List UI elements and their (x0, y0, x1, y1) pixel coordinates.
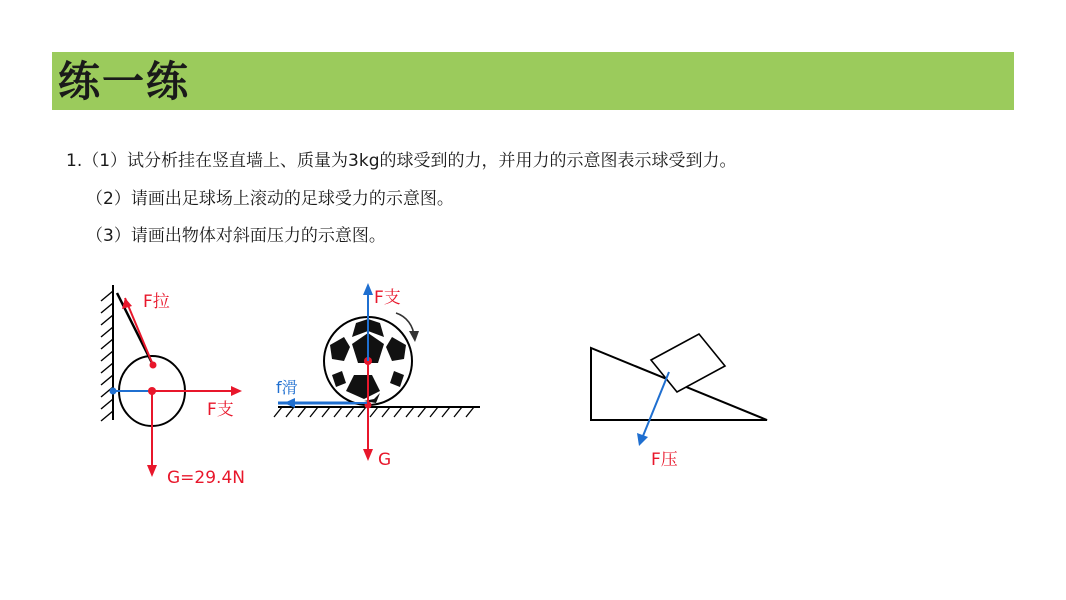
figure-rolling-soccer-ball (268, 265, 528, 495)
pressure-force-arrow (637, 372, 669, 446)
block-shape (651, 334, 725, 392)
ground-hatching (274, 407, 474, 417)
gravity-force-arrow (147, 391, 157, 477)
label-friction-force: f滑 (276, 378, 298, 397)
wall-hatching (101, 291, 113, 421)
title-banner (52, 52, 1014, 110)
question-line-3: （3）请画出物体对斜面压力的示意图。 (86, 226, 386, 246)
page-title: 练一练 (58, 57, 191, 106)
incline-diagram (575, 290, 825, 490)
label-gravity-force: G (378, 450, 392, 470)
question-line-2: （2）请画出足球场上滚动的足球受力的示意图。 (86, 189, 454, 209)
label-gravity-force: G=29.4N (167, 468, 245, 488)
label-support-force: F支 (207, 400, 234, 420)
figure-block-on-incline (575, 290, 825, 490)
axis-endpoint-dot (110, 388, 117, 395)
label-support-force: F支 (374, 288, 401, 308)
label-pressure-force: F压 (651, 450, 678, 470)
label-pull-force: F拉 (143, 292, 170, 312)
figures-area (0, 255, 1066, 545)
question-line-1: 1.（1）试分析挂在竖直墙上、质量为3kg的球受到的力，并用力的示意图表示球受到力。 (66, 151, 737, 171)
